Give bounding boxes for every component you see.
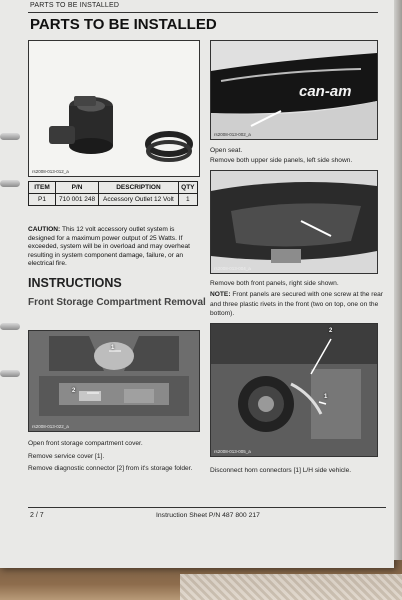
caution-paragraph (28, 226, 203, 269)
binder-ring (0, 180, 20, 187)
front-panel-photo (211, 171, 377, 273)
footer-rule (28, 507, 386, 508)
instruction-sheet-number: Instruction Sheet P/N 487 800 217 (156, 512, 260, 519)
parts-table (28, 181, 198, 206)
note-text: Front panels are secured with one screw at the rear and three plastic rivets in the front (two on top, one on the bottom). (210, 291, 383, 317)
figure-horn-connectors (210, 323, 378, 457)
table-row (29, 194, 198, 206)
callout-service-cover: 1 (111, 345, 115, 351)
figure-accessory-outlet (28, 40, 200, 177)
accessory-outlet-illustration (29, 41, 199, 176)
binder-ring (0, 370, 20, 377)
header-rule (28, 12, 378, 13)
storage-step-1: Open front storage compartment cover. (28, 440, 143, 447)
callout-diagnostic-connector: 2 (72, 388, 76, 394)
front-panel-step: Remove both front panels, right side shown. (210, 280, 339, 287)
horn-step: Disconnect horn connectors [1] L/H side vehicle. (210, 467, 352, 474)
figure-upper-side-panel (210, 40, 378, 140)
horn-connector-photo (211, 324, 377, 456)
running-header: PARTS TO BE INSTALLED (30, 2, 120, 9)
figure-code: rs2008-013-004_a (214, 266, 251, 271)
figure-code: rs2008-013-022_a (32, 424, 69, 429)
upper-panel-photo (211, 41, 377, 139)
column-header-pn: P/N (56, 182, 99, 194)
caution-label: CAUTION: (28, 226, 61, 233)
callout-horn-connector: 1 (324, 394, 328, 400)
figure-storage-compartment (28, 330, 200, 432)
page-edge (394, 0, 402, 560)
cell-description: Accessory Outlet 12 Volt (99, 194, 179, 206)
instructions-heading: INSTRUCTIONS (28, 276, 122, 290)
page-number: 2 / 7 (30, 512, 44, 519)
column-header-item: ITEM (29, 182, 56, 194)
cell-qty: 1 (178, 194, 197, 206)
binder-ring (0, 133, 20, 140)
front-panel-note (210, 290, 386, 319)
callout-horn: 2 (329, 328, 333, 334)
caution-text: This 12 volt accessory outlet system is designed for a maximum power output of 25 Watts. If exceeded, system will be in overload and may overheat resulting in system component damage, failure, or an electrical fire. (28, 226, 191, 268)
figure-code: rs2008-013-005_a (214, 449, 251, 454)
figure-front-panel (210, 170, 378, 274)
svg-text:can-am: can-am (299, 83, 352, 100)
figure-code: rs2008-013-002_a (214, 132, 251, 137)
upper-panel-step-2: Remove both upper side panels, left side shown. (210, 157, 353, 164)
storage-step-3: Remove diagnostic connector [2] from it's storage folder. (28, 465, 193, 472)
cell-item: P1 (29, 194, 56, 206)
page-title: PARTS TO BE INSTALLED (30, 16, 217, 33)
lace-doily (180, 574, 402, 600)
storage-step-2: Remove service cover [1]. (28, 453, 105, 460)
instructions-subheading: Front Storage Compartment Removal (28, 297, 206, 308)
column-header-description: DESCRIPTION (99, 182, 179, 194)
cell-pn: 710 001 248 (56, 194, 99, 206)
binder-ring (0, 323, 20, 330)
note-label: NOTE: (210, 291, 231, 298)
figure-code: rs2008-013-012_a (32, 169, 69, 174)
column-header-qty: QTY (178, 182, 197, 194)
upper-panel-step-1: Open seat. (210, 147, 243, 154)
